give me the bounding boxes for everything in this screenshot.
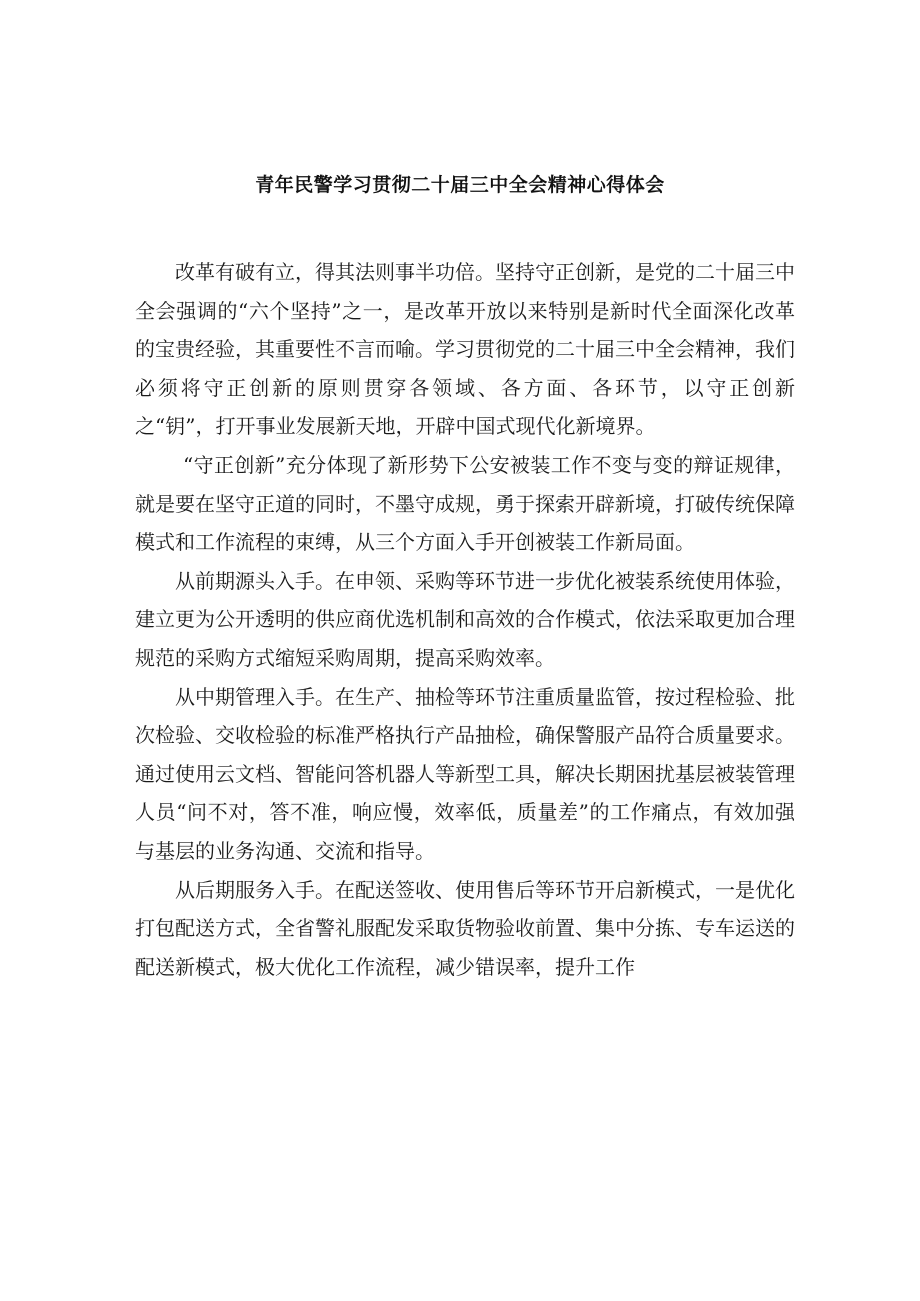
paragraph-intro: 改革有破有立，得其法则事半功倍。坚持守正创新，是党的二十届三中全会强调的“六个坚持”之一，是改革开放以来特别是新时代全面深化改革的宝贵经验，其重要性不言而喻。学习贯彻党的二十届三中全会精神，我们必须将守正创新的原则贯穿各领域、各方面、各环节，以守正创新之“钥”，打开事业发展新天地，开辟中国式现代化新境界。 — [135, 260, 795, 439]
paragraph-shouzheng: “守正创新”充分体现了新形势下公安被装工作不变与变的辩证规律，就是要在坚守正道的同时，不墨守成规，勇于探索开辟新境，打破传统保障模式和工作流程的束缚，从三个方面入手开创被装工作新局面。 — [135, 452, 795, 555]
paragraph-late-stage: 从后期服务入手。在配送签收、使用售后等环节开启新模式，一是优化打包配送方式，全省警礼服配发采取货物验收前置、集中分拣、专车运送的配送新模式，极大优化工作流程，减少错误率，提升工作 — [135, 877, 795, 979]
document-title: 青年民警学习贯彻二十届三中全会精神心得体会 — [255, 174, 665, 196]
document-body — [135, 253, 795, 986]
paragraph-mid-stage: 从中期管理入手。在生产、抽检等环节注重质量监管，按过程检验、批次检验、交收检验的标准严格执行产品抽检，确保警服产品符合质量要求。通过使用云文档、智能问答机器人等新型工具，解决长期困扰基层被装管理人员“问不对，答不准，响应慢，效率低，质量差”的工作痛点，有效加强与基层的业务沟通、交流和指导。 — [135, 684, 795, 863]
paragraph-early-stage: 从前期源头入手。在申领、采购等环节进一步优化被装系统使用体验，建立更为公开透明的供应商优选机制和高效的合作模式，依法采取更加合理规范的采购方式缩短采购周期，提高采购效率。 — [135, 568, 795, 670]
